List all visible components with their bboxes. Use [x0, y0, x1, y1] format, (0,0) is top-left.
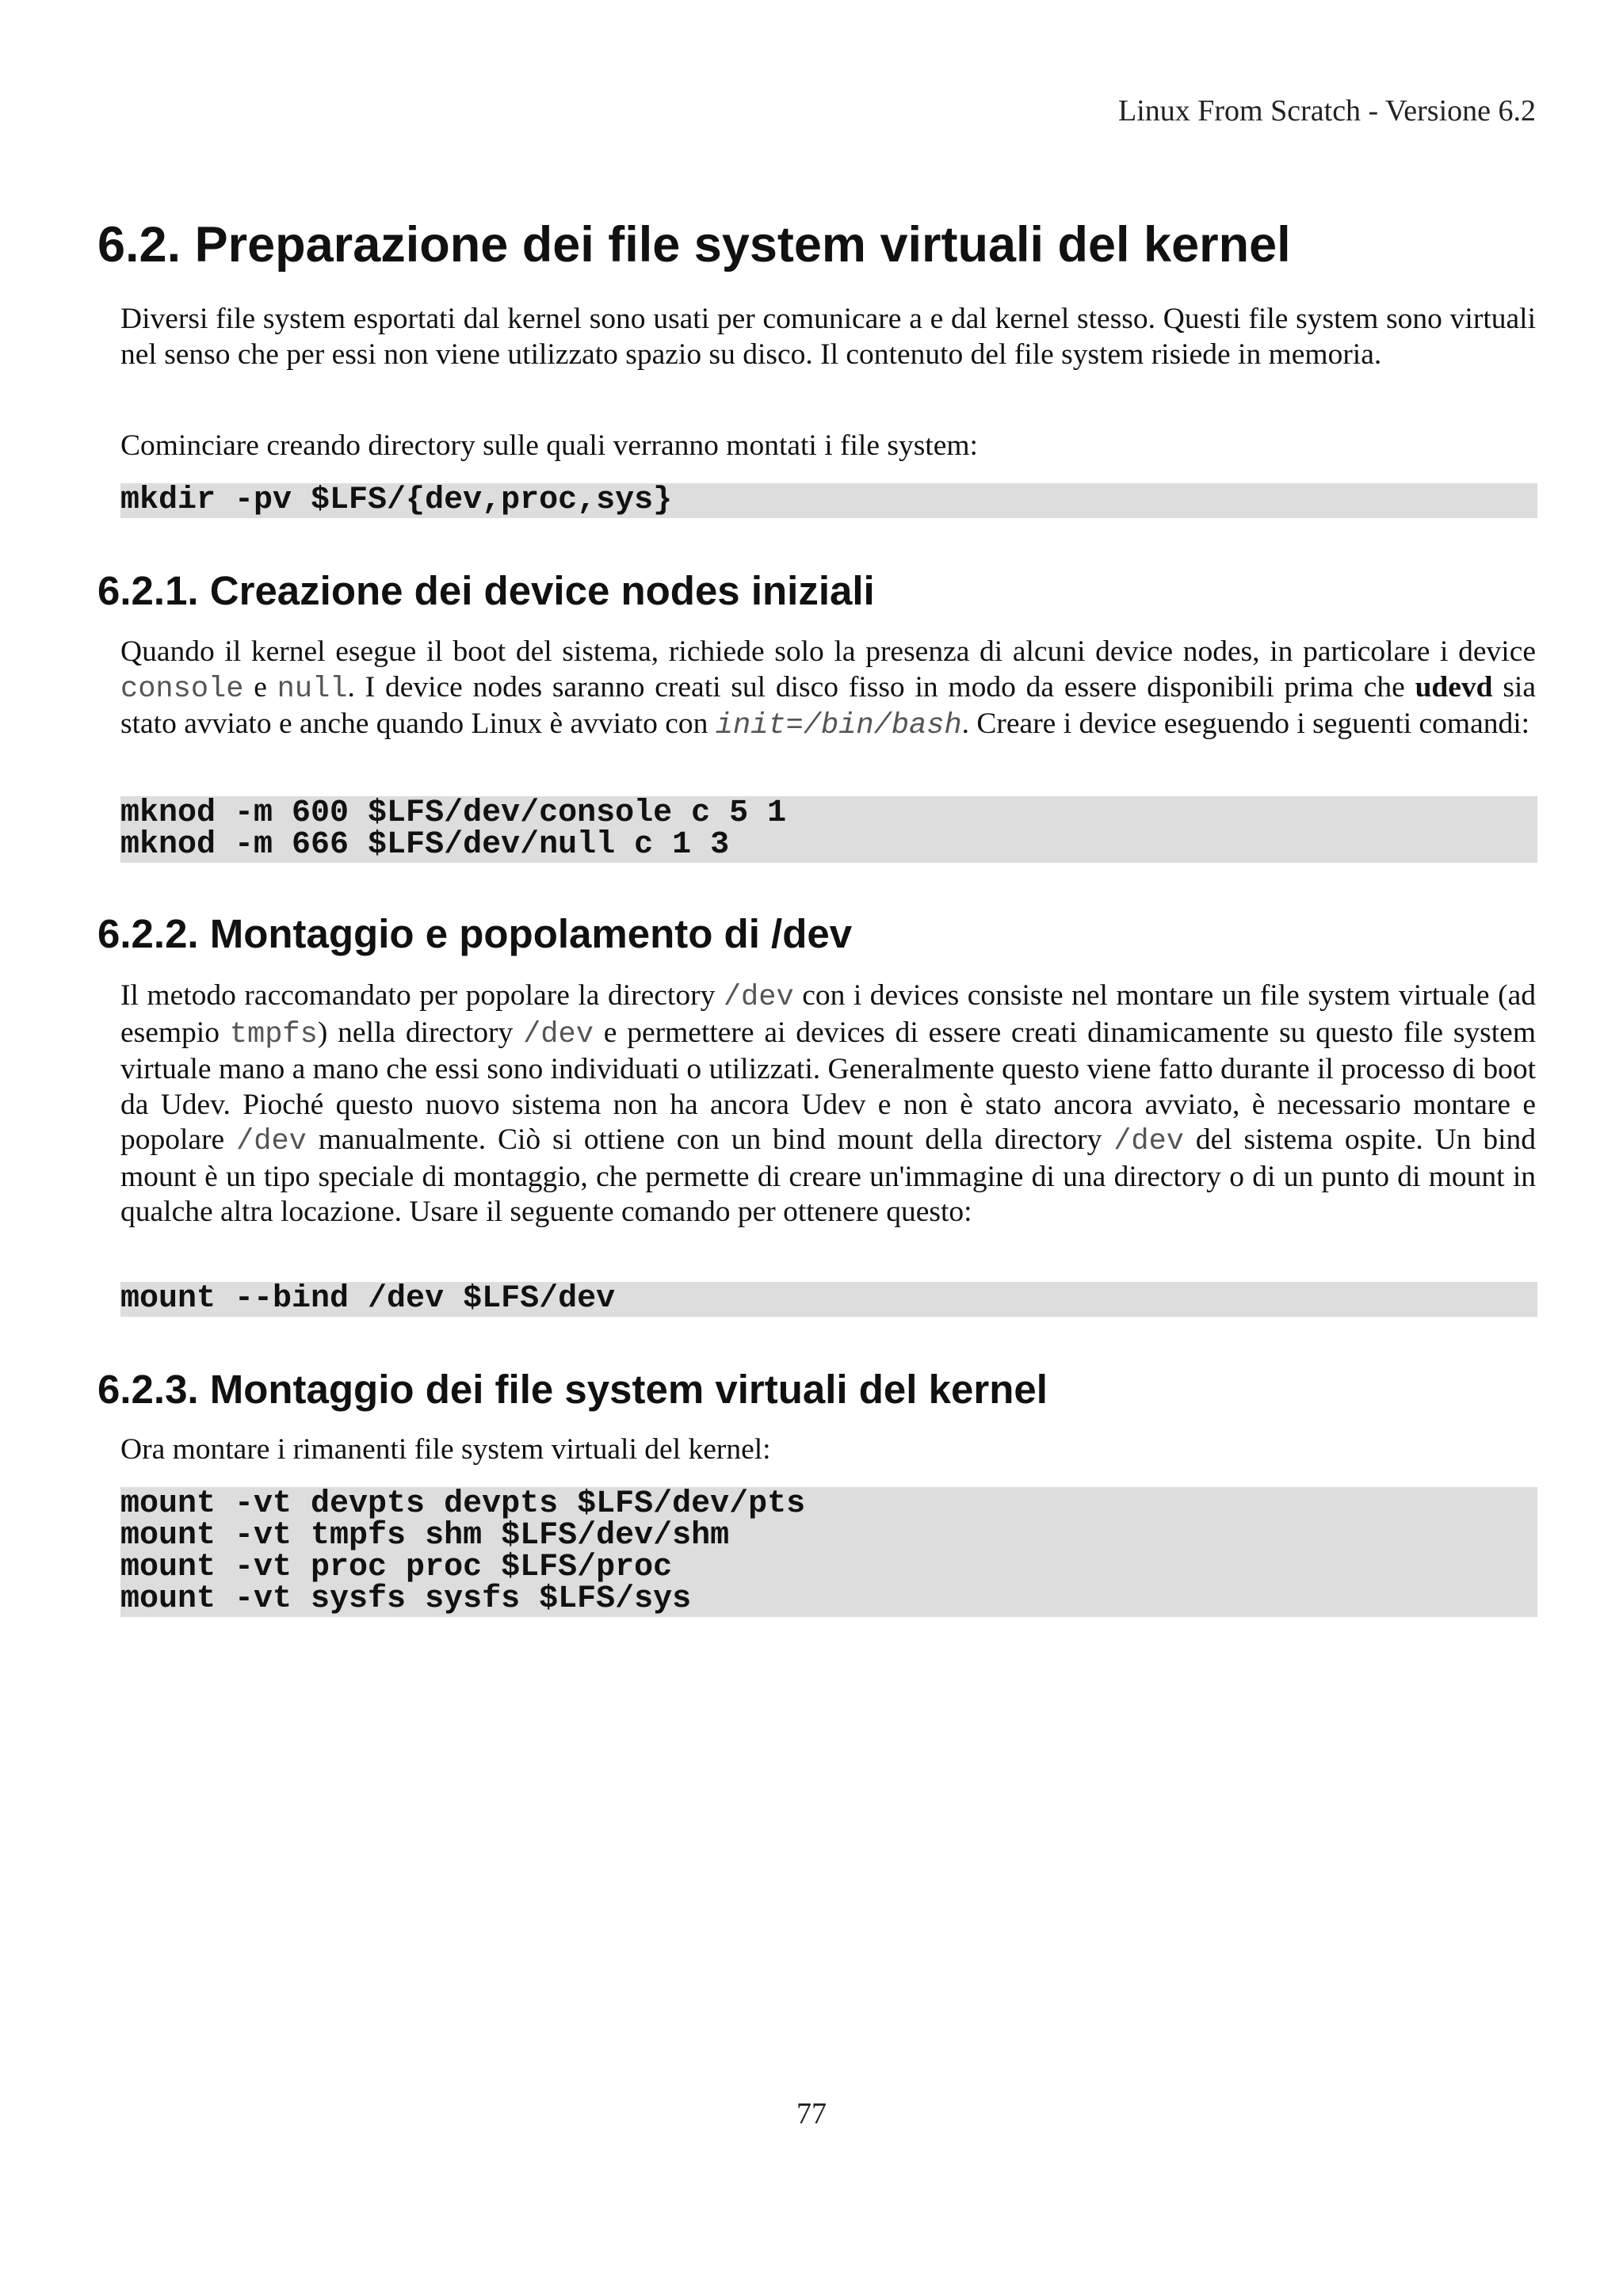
code-line: mknod -m 600 $LFS/dev/console c 5 1 — [120, 795, 787, 831]
subsection-paragraph-621 — [120, 635, 1536, 744]
text-run: del sistema ospite. Un bind mount è un tipo speciale di montaggio, che permette di creare un'immagine di una directory o di un punto di mount in qualche altra locazione. Usare il seguente comando per ottenere questo: — [120, 1123, 1536, 1228]
code-block-mknod — [120, 796, 1537, 863]
inline-code-null: null — [277, 672, 348, 706]
code-line: mount -vt devpts devpts $LFS/dev/pts — [120, 1486, 806, 1522]
section-intro-paragraph: Diversi file system esportati dal kernel sono usati per comunicare a e dal kernel stesso. Questi file system sono virtuali nel senso che per essi non viene utilizzato spazio su disco. Il contenuto del file system risiede in memoria. — [120, 303, 1536, 371]
text-run: con i devices consiste nel montare un file system virtuale (ad esempio — [120, 979, 1536, 1049]
subsection-title-621: 6.2.1. Creazione dei device nodes iniziali — [97, 568, 875, 613]
code-block-mkdir — [120, 483, 1537, 518]
text-run: Il metodo raccomandato per popolare la directory — [120, 979, 724, 1012]
code-line: mount -vt sysfs sysfs $LFS/sys — [120, 1581, 692, 1617]
code-line: mkdir -pv $LFS/{dev,proc,sys} — [120, 482, 673, 518]
code-line: mount -vt proc proc $LFS/proc — [120, 1550, 673, 1585]
inline-code-console: console — [120, 672, 244, 706]
subsection-title-622: 6.2.2. Montaggio e popolamento di /dev — [97, 911, 853, 956]
text-run: . I device nodes saranno creati sul disco fisso in modo da essere disponibili prima che — [347, 670, 1415, 704]
bold-command-udevd: udevd — [1415, 670, 1493, 704]
text-run: e permettere ai devices di essere creati dinamicamente su questo file system virtuale mano a mano che essi sono individuati o utilizzati. Generalmente questo viene fatto durante il processo di boot da Udev. Pioché questo nuovo sistema non ha ancora Udev e non è stato ancora avviato, è necessario montare e popolare — [120, 1016, 1536, 1156]
inline-code-dev: /dev — [723, 981, 794, 1014]
inline-code-dev: /dev — [236, 1125, 307, 1158]
inline-code-dev: /dev — [523, 1017, 594, 1051]
code-block-mount-vfs — [120, 1487, 1537, 1617]
code-block-bind-mount — [120, 1282, 1537, 1317]
text-run: sia stato avviato e anche quando Linux è avviato con — [120, 670, 1536, 740]
code-line: mount -vt tmpfs shm $LFS/dev/shm — [120, 1518, 730, 1554]
section-title: 6.2. Preparazione dei file system virtuali del kernel — [97, 217, 1291, 273]
page-number: 77 — [796, 2097, 827, 2130]
text-run: manualmente. Ciò si ottiene con un bind mount della directory — [306, 1123, 1114, 1156]
code-line: mount --bind /dev $LFS/dev — [120, 1281, 616, 1317]
text-run: . Creare i device eseguendo i seguenti comandi: — [961, 707, 1530, 740]
inline-code-tmpfs: tmpfs — [229, 1017, 318, 1051]
subsection-paragraph-622 — [120, 978, 1536, 1230]
section-lead-paragraph: Cominciare creando directory sulle quali verranno montati i file system: — [120, 429, 978, 462]
running-header: Linux From Scratch - Versione 6.2 — [1118, 94, 1536, 128]
inline-code-init-param: init=/bin/bash — [715, 709, 962, 742]
subsection-paragraph-623: Ora montare i rimanenti file system virtuali del kernel: — [120, 1433, 771, 1466]
subsection-title-623: 6.2.3. Montaggio dei file system virtuali del kernel — [97, 1367, 1048, 1412]
code-line: mknod -m 666 $LFS/dev/null c 1 3 — [120, 827, 730, 863]
inline-code-dev: /dev — [1113, 1125, 1185, 1158]
text-run: e — [243, 670, 277, 704]
text-run: Quando il kernel esegue il boot del sistema, richiede solo la presenza di alcuni device nodes, in particolare i device — [120, 635, 1536, 668]
text-run: ) nella directory — [317, 1016, 524, 1049]
